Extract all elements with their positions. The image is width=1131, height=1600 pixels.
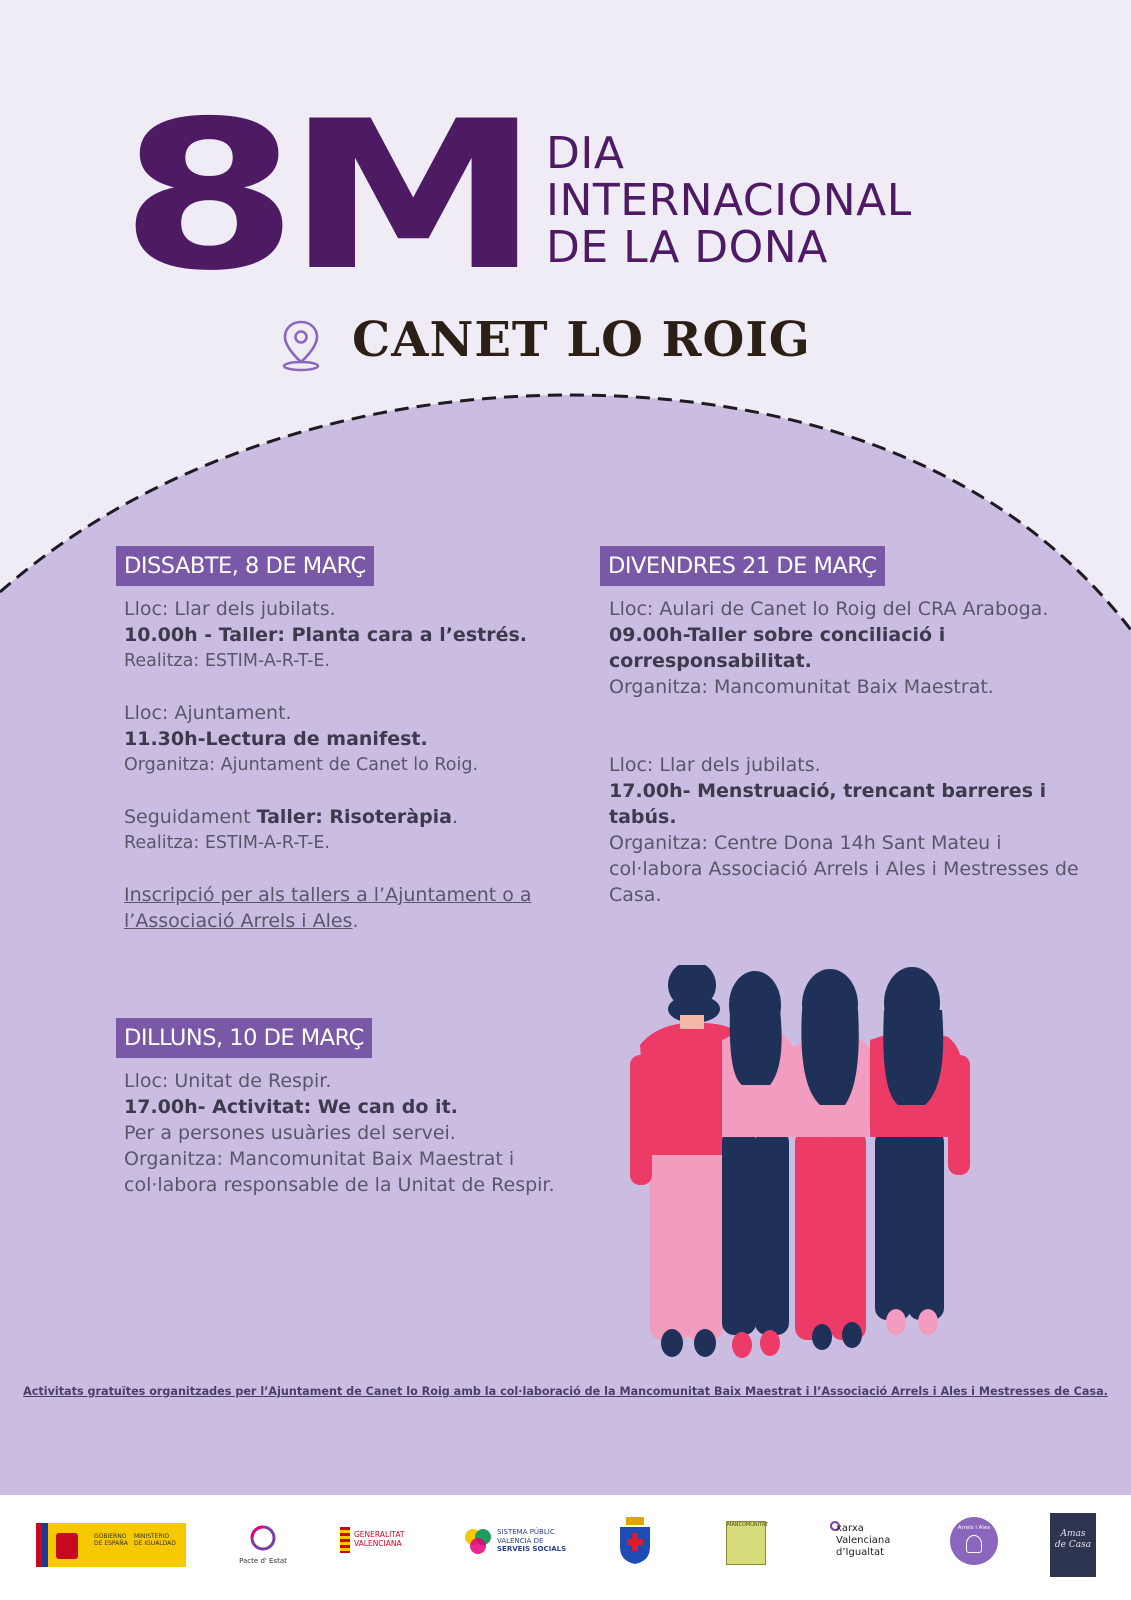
event-location: Lloc: Unitat de Respir. <box>124 1070 332 1092</box>
event-followup-pre: Seguidament <box>124 806 257 828</box>
map-pin-icon <box>278 318 324 372</box>
logo-text: GENERALITAT <box>354 1530 405 1539</box>
amas-de-casa-logo <box>1050 1513 1096 1577</box>
serveis-socials-logo <box>463 1525 567 1561</box>
event-organizer-cont: col·labora responsable de la Unitat de Respir. <box>124 1174 555 1196</box>
logo-text: MINISTERIO <box>134 1533 170 1540</box>
hero-8m: 8M <box>120 78 529 316</box>
logo-text: DE IGUALDAD <box>134 1540 176 1547</box>
event-location: Lloc: Llar dels jubilats. <box>609 754 821 776</box>
event-followup-post: . <box>452 806 459 828</box>
arrels-i-ales-logo <box>950 1517 998 1565</box>
mancomunitat-logo <box>726 1521 766 1565</box>
woman-2 <box>722 971 798 1358</box>
logo-text: SISTEMA PÚBLIC <box>497 1528 555 1536</box>
event-title: 11.30h-Lectura de manifest. <box>124 728 428 750</box>
woman-3 <box>780 969 882 1350</box>
logo-text: Valenciana <box>836 1535 891 1546</box>
generalitat-valenciana-logo <box>340 1527 420 1561</box>
logo-text: SERVEIS SOCIALS <box>497 1545 567 1553</box>
registration-note-link: l’Associació Arrels i Ales <box>124 910 353 932</box>
event-location: Lloc: Ajuntament. <box>124 702 292 724</box>
saturday-events <box>124 596 564 934</box>
hero-title <box>546 130 912 271</box>
logo-strip <box>0 1495 1131 1600</box>
day-badge-friday: DIVENDRES 21 DE MARÇ <box>600 546 885 586</box>
logo-text: Amas <box>1060 1529 1086 1539</box>
ministerio-igualdad-logo <box>36 1523 186 1567</box>
event-organizer: Realitza: ESTIM-A-R-T-E. <box>124 833 330 853</box>
coat-of-arms-logo <box>618 1517 652 1565</box>
registration-note-2 <box>124 908 564 934</box>
day-badge-saturday: DISSABTE, 8 DE MARÇ <box>116 546 374 586</box>
logo-text: VALENCIÀ DE <box>497 1536 544 1545</box>
event-location: Lloc: Aulari de Canet lo Roig del CRA Araboga. <box>609 598 1049 620</box>
registration-note-end: . <box>352 910 359 932</box>
footer-note: Activitats gratuïtes organitzades per l’Ajuntament de Canet lo Roig amb la col·laboració de la Mancomunitat Baix Maestrat i l’Associació Arrels i Ales i Mestresses de Casa. <box>23 1385 1108 1398</box>
event-organizer: Organitza: Centre Dona 14h Sant Mateu i <box>609 832 1002 854</box>
registration-note: Inscripció per als tallers a l’Ajuntament o a <box>124 884 532 906</box>
hero-title-line: DE LA DONA <box>546 222 828 273</box>
logo-text: xarxa <box>836 1523 864 1534</box>
friday-events <box>609 596 1079 908</box>
event-title: Taller: Risoteràpia <box>256 806 453 828</box>
event-title: 10.00h - Taller: Planta cara a l’estrés. <box>124 624 527 646</box>
women-group-illustration <box>630 965 990 1365</box>
day-badge-monday: DILLUNS, 10 DE MARÇ <box>116 1018 372 1058</box>
logo-text: VALENCIANA <box>354 1539 402 1548</box>
monday-events <box>124 1068 594 1198</box>
hero-title-line: DIA <box>546 128 625 179</box>
pacte-estat-logo <box>238 1523 288 1569</box>
logo-text: Pacte <box>239 1557 259 1565</box>
event-title: 17.00h- Activitat: We can do it. <box>124 1096 458 1118</box>
event-title-cont: corresponsabilitat. <box>609 650 812 672</box>
logo-text: de Casa <box>1054 1540 1092 1550</box>
logo-text: DE ESPAÑA <box>94 1540 128 1547</box>
event-organizer: Organitza: Ajuntament de Canet lo Roig. <box>124 755 479 775</box>
event-location: Lloc: Llar dels jubilats. <box>124 598 336 620</box>
xarxa-igualtat-logo <box>830 1521 910 1565</box>
event-organizer-cont: Casa. <box>609 884 662 906</box>
logo-text: d’Igualtat <box>836 1547 885 1558</box>
woman-4 <box>870 967 970 1335</box>
logo-text: MANCOMUNITAT <box>727 1522 768 1528</box>
event-title-cont: tabús. <box>609 806 677 828</box>
hero-title-line: INTERNACIONAL <box>546 175 912 226</box>
event-title: 17.00h- Menstruació, trencant barreres i <box>609 780 1047 802</box>
event-title: 09.00h-Taller sobre conciliació i <box>609 624 946 646</box>
logo-text: d' <box>260 1557 267 1565</box>
logo-text: Estat <box>269 1557 287 1565</box>
event-organizer-cont: col·labora Associació Arrels i Ales i Mestresses de <box>609 858 1079 880</box>
event-audience: Per a persones usuàries del servei. <box>124 1122 456 1144</box>
logo-text: Arrels i Ales <box>957 1525 991 1531</box>
town-name: CANET LO ROIG <box>352 312 811 368</box>
logo-text: GOBIERNO <box>94 1533 127 1540</box>
event-followup <box>124 804 564 830</box>
event-organizer: Organitza: Mancomunitat Baix Maestrat. <box>609 676 994 698</box>
event-organizer: Realitza: ESTIM-A-R-T-E. <box>124 651 330 671</box>
event-organizer: Organitza: Mancomunitat Baix Maestrat i <box>124 1148 515 1170</box>
